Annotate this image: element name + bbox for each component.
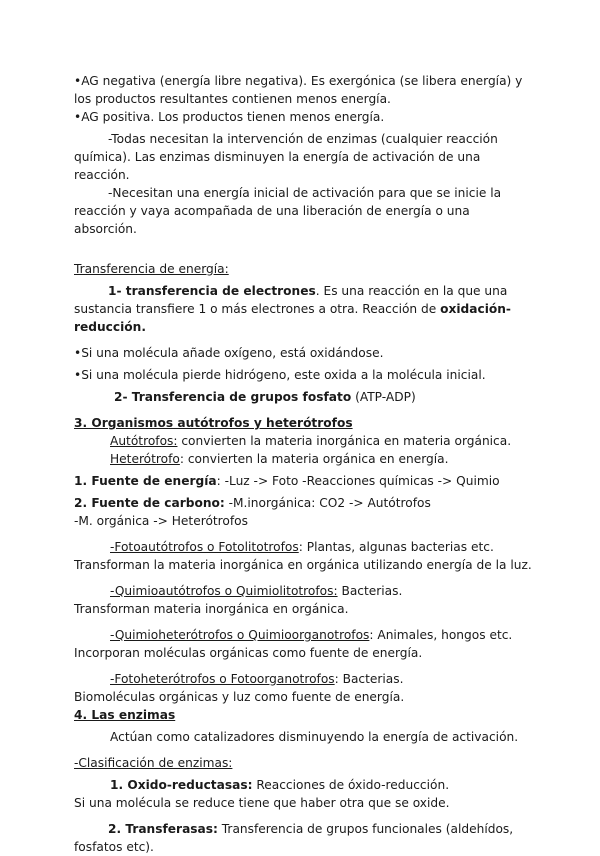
heterotrofo-paragraph	[74, 450, 536, 468]
fotoheterotrofos-text: : Bacterias.	[334, 672, 404, 686]
autotrofos-paragraph	[74, 432, 536, 450]
quimioautotrofos-label: -Quimioautótrofos o Quimiolitotrofos:	[110, 584, 338, 598]
energy-source-paragraph	[74, 472, 536, 490]
transfer-heading: Transferencia de energía:	[74, 262, 229, 276]
oxidoreductasas-paragraph	[74, 776, 536, 794]
phosphate-transfer-text: (ATP-ADP)	[351, 390, 416, 404]
quimioautotrofos-paragraph	[74, 582, 536, 600]
activation-text: -Necesitan una energía inicial de activación para que se inicie la reacción y vaya acompañada de una liberación de energía o una absorción.	[74, 186, 502, 236]
fotoautotrofos-desc: Transforman la materia inorgánica en orgánica utilizando energía de la luz.	[74, 558, 532, 572]
ag-positive-paragraph: •AG positiva. Los productos tienen menos energía.	[74, 110, 385, 124]
classification-heading: -Clasificación de enzimas:	[74, 756, 233, 770]
oxygen-bullet: •Si una molécula añade oxígeno, está oxidándose.	[74, 346, 384, 360]
electron-transfer-label: 1- transferencia de electrones	[108, 284, 316, 298]
quimioheterotrofos-label: -Quimioheterótrofos o Quimioorganotrofos	[110, 628, 370, 642]
electron-transfer-text: . Es una reacción en la que una sustancia transfiere 1 o más electrones a otra. Reacción de	[74, 284, 508, 316]
electron-transfer-paragraph	[74, 282, 536, 336]
fotoautotrofos-paragraph	[74, 538, 536, 556]
quimioheterotrofos-text: : Animales, hongos etc.	[369, 628, 513, 642]
carbon-source-paragraph	[74, 494, 536, 512]
quimioautotrofos-text: Bacterias.	[337, 584, 403, 598]
activation-paragraph	[74, 184, 536, 238]
document-page	[74, 72, 536, 856]
phosphate-transfer-paragraph	[74, 388, 536, 406]
oxidoreductasas-text: Reacciones de óxido-reducción.	[252, 778, 450, 792]
oxidoreductasas-label: 1. Oxido-reductasas:	[110, 778, 253, 792]
carbon-source-line2: -M. orgánica -> Heterótrofos	[74, 514, 248, 528]
autotrofos-text: convierten la materia inorgánica en materia orgánica.	[177, 434, 512, 448]
quimioheterotrofos-paragraph	[74, 626, 536, 644]
fotoheterotrofos-desc: Biomoléculas orgánicas y luz como fuente de energía.	[74, 690, 405, 704]
heterotrofo-label: Heterótrofo	[110, 452, 180, 466]
enzymes-intro-text: -Todas necesitan la intervención de enzimas (cualquier reacción química). Las enzimas disminuyen la energía de activación de una reacción.	[74, 132, 498, 182]
transferasas-paragraph	[74, 820, 536, 856]
phosphate-transfer-label: 2- Transferencia de grupos fosfato	[114, 390, 352, 404]
quimioheterotrofos-desc: Incorporan moléculas orgánicas como fuente de energía.	[74, 646, 423, 660]
energy-source-label: 1. Fuente de energía	[74, 474, 217, 488]
organisms-heading: 3. Organismos autótrofos y heterótrofos	[74, 416, 353, 430]
quimioautotrofos-desc: Transforman materia inorgánica en orgánica.	[74, 602, 349, 616]
fotoautotrofos-label: -Fotoautótrofos o Fotolitotrofos	[110, 540, 299, 554]
transferasas-text: Transferencia de grupos funcionales (aldehídos, fosfatos etc).	[74, 822, 514, 854]
carbon-source-label: 2. Fuente de carbono:	[74, 496, 225, 510]
hydrogen-bullet: •Si una molécula pierde hidrógeno, este oxida a la molécula inicial.	[74, 368, 486, 382]
energy-source-text: : -Luz -> Foto -Reacciones químicas -> Quimio	[216, 474, 500, 488]
enzymes-desc: Actúan como catalizadores disminuyendo la energía de activación.	[110, 730, 519, 744]
carbon-source-text: -M.inorgánica: CO2 -> Autótrofos	[224, 496, 431, 510]
fotoheterotrofos-paragraph	[74, 670, 536, 688]
enzymes-heading: 4. Las enzimas	[74, 708, 176, 722]
oxidoreductasas-desc: Si una molécula se reduce tiene que haber otra que se oxide.	[74, 796, 450, 810]
transferasas-label: 2. Transferasas:	[108, 822, 218, 836]
autotrofos-label: Autótrofos:	[110, 434, 178, 448]
fotoheterotrofos-label: -Fotoheterótrofos o Fotoorganotrofos	[110, 672, 335, 686]
redox-label: oxidación-reducción.	[74, 302, 511, 334]
fotoautotrofos-text: : Plantas, algunas bacterias etc.	[298, 540, 494, 554]
heterotrofo-text: : convierten la materia orgánica en energía.	[179, 452, 449, 466]
enzymes-intro-paragraph	[74, 130, 536, 184]
ag-negative-paragraph: •AG negativa (energía libre negativa). Es exergónica (se libera energía) y los productos resultantes contienen menos energía.	[74, 74, 523, 106]
